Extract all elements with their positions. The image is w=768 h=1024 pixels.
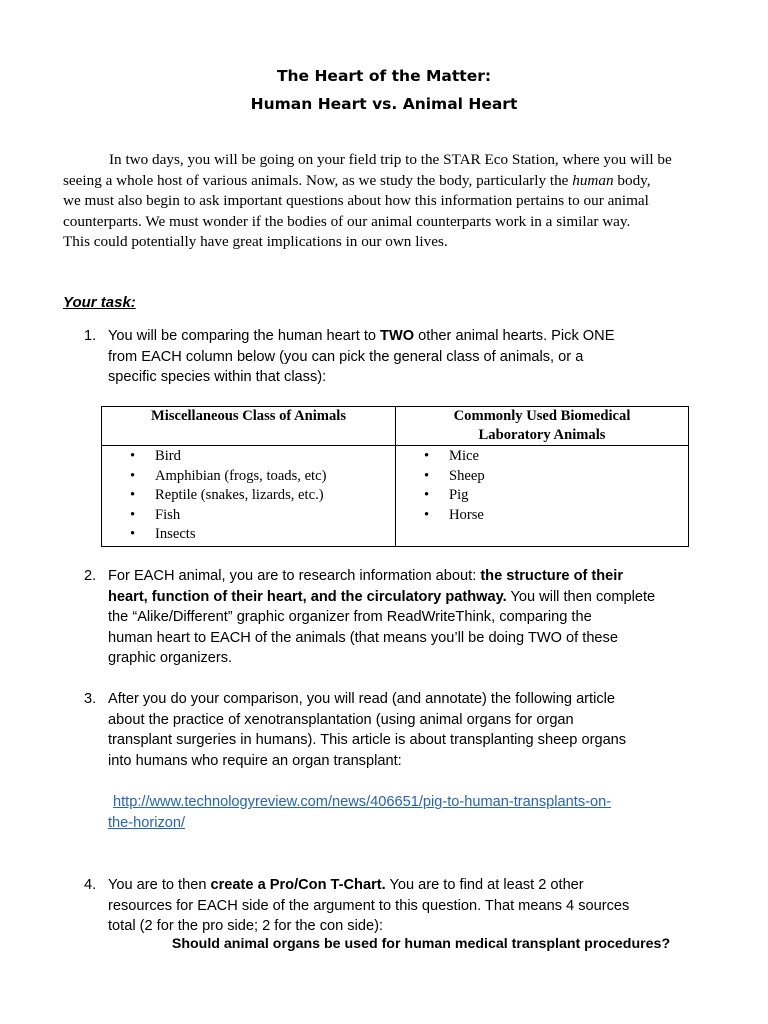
animal-table — [101, 406, 689, 547]
list-item — [402, 447, 688, 467]
item-bold-text: the structure of their — [480, 568, 624, 584]
item-text: For EACH animal, you are to research information about: — [108, 568, 481, 584]
bullet-icon: • — [424, 487, 430, 504]
document-title: The Heart of the Matter: — [276, 67, 492, 85]
list-item-text: Mice — [449, 448, 479, 464]
intro-line: counterparts. We must wonder if the bodies of our animal counterparts work in a similar way. — [63, 212, 631, 230]
item-line — [108, 875, 708, 896]
item-line: resources for EACH side of the argument to this question. That means 4 sources — [108, 897, 630, 914]
bullet-icon: • — [424, 506, 430, 523]
misc-animals-list — [102, 447, 395, 545]
item-number: 2. — [84, 568, 97, 584]
intro-paragraph — [63, 150, 708, 253]
item-line: transplant surgeries in humans). This article is about transplanting sheep organs — [108, 732, 627, 749]
intro-emphasis: human — [572, 171, 614, 189]
item-line: specific species within that class): — [108, 369, 327, 386]
item-line — [108, 326, 708, 347]
intro-text: body, — [613, 171, 651, 189]
misc-animals-cell — [102, 446, 396, 547]
intro-line: This could potentially have great implications in our own lives. — [63, 233, 448, 250]
column-header-misc — [102, 407, 396, 446]
task-heading: Your task: — [63, 294, 136, 311]
list-item-text: Sheep — [449, 467, 485, 484]
item-line: After you do your comparison, you will read (and annotate) the following article — [108, 691, 615, 707]
central-question: Should animal organs be used for human medical transplant procedures? — [171, 936, 671, 952]
item-line: from EACH column below (you can pick the general class of animals, or a — [108, 348, 584, 365]
bullet-icon: • — [130, 526, 136, 543]
item-line: total (2 for the pro side; 2 for the con side): — [108, 918, 383, 935]
article-link-line[interactable]: the-horizon/ — [108, 814, 186, 831]
list-item-text: Amphibian (frogs, toads, etc) — [155, 467, 327, 484]
item-text: You will be comparing the human heart to — [108, 328, 381, 344]
intro-text: seeing a whole host of various animals. Now, as we study the body, particularly the — [63, 171, 573, 189]
list-item — [402, 506, 688, 526]
list-item-text: Insects — [155, 526, 196, 543]
item-text: other animal hearts. Pick ONE — [414, 328, 615, 344]
bullet-icon: • — [130, 487, 136, 504]
item-line: about the practice of xenotransplantation (using animal organs for organ — [108, 711, 574, 728]
item-line: the “Alike/Different” graphic organizer from ReadWriteThink, comparing the — [108, 609, 592, 626]
intro-line: we must also begin to ask important questions about how this information pertains to our animal — [63, 192, 649, 209]
item-bold-text: heart, function of their heart, and the circulatory pathway. — [108, 588, 507, 605]
list-item-text: Horse — [449, 506, 484, 523]
column-header-lab — [396, 407, 689, 446]
item-text: You are to then — [108, 877, 211, 893]
bullet-icon: • — [130, 467, 136, 484]
list-item-text: Fish — [155, 506, 181, 523]
item-text: You will then complete — [506, 588, 656, 605]
intro-line — [63, 171, 708, 192]
list-item-text: Pig — [449, 487, 469, 504]
item-line: human heart to EACH of the animals (that means you’ll be doing TWO of these — [108, 629, 618, 646]
bullet-icon: • — [424, 448, 430, 464]
header-text: Commonly Used Biomedical — [453, 408, 631, 424]
item-line: into humans who require an organ transplant: — [108, 752, 402, 769]
list-item — [108, 506, 395, 526]
list-item — [108, 447, 395, 467]
item-line — [108, 587, 708, 608]
header-text: Miscellaneous Class of Animals — [151, 408, 346, 424]
list-item — [108, 486, 395, 506]
item-number: 4. — [84, 877, 97, 893]
document-subtitle: Human Heart vs. Animal Heart — [250, 95, 518, 113]
item-number: 1. — [84, 328, 97, 344]
article-link-line[interactable]: http://www.technologyreview.com/news/406651/pig-to-human-transplants-on- — [113, 794, 612, 810]
bullet-icon: • — [130, 506, 136, 523]
item-line: graphic organizers. — [108, 650, 233, 667]
bullet-icon: • — [424, 467, 430, 484]
intro-line: In two days, you will be going on your field trip to the STAR Eco Station, where you will be — [109, 151, 672, 168]
article-link[interactable] — [108, 792, 611, 833]
list-item-text: Bird — [155, 448, 181, 464]
header-text: Laboratory Animals — [478, 427, 606, 443]
list-item-text: Reptile (snakes, lizards, etc.) — [155, 487, 324, 504]
lab-animals-list — [396, 447, 688, 525]
bullet-icon: • — [130, 448, 136, 464]
list-item — [402, 486, 688, 506]
item-number: 3. — [84, 691, 97, 707]
item-line — [108, 566, 708, 587]
item-bold-text: TWO — [380, 328, 415, 344]
item-text: You are to find at least 2 other — [385, 877, 584, 893]
list-item — [108, 467, 395, 487]
list-item — [108, 525, 395, 545]
lab-animals-cell — [396, 446, 689, 547]
list-item — [402, 467, 688, 487]
item-bold-text: create a Pro/Con T-Chart. — [210, 877, 386, 893]
